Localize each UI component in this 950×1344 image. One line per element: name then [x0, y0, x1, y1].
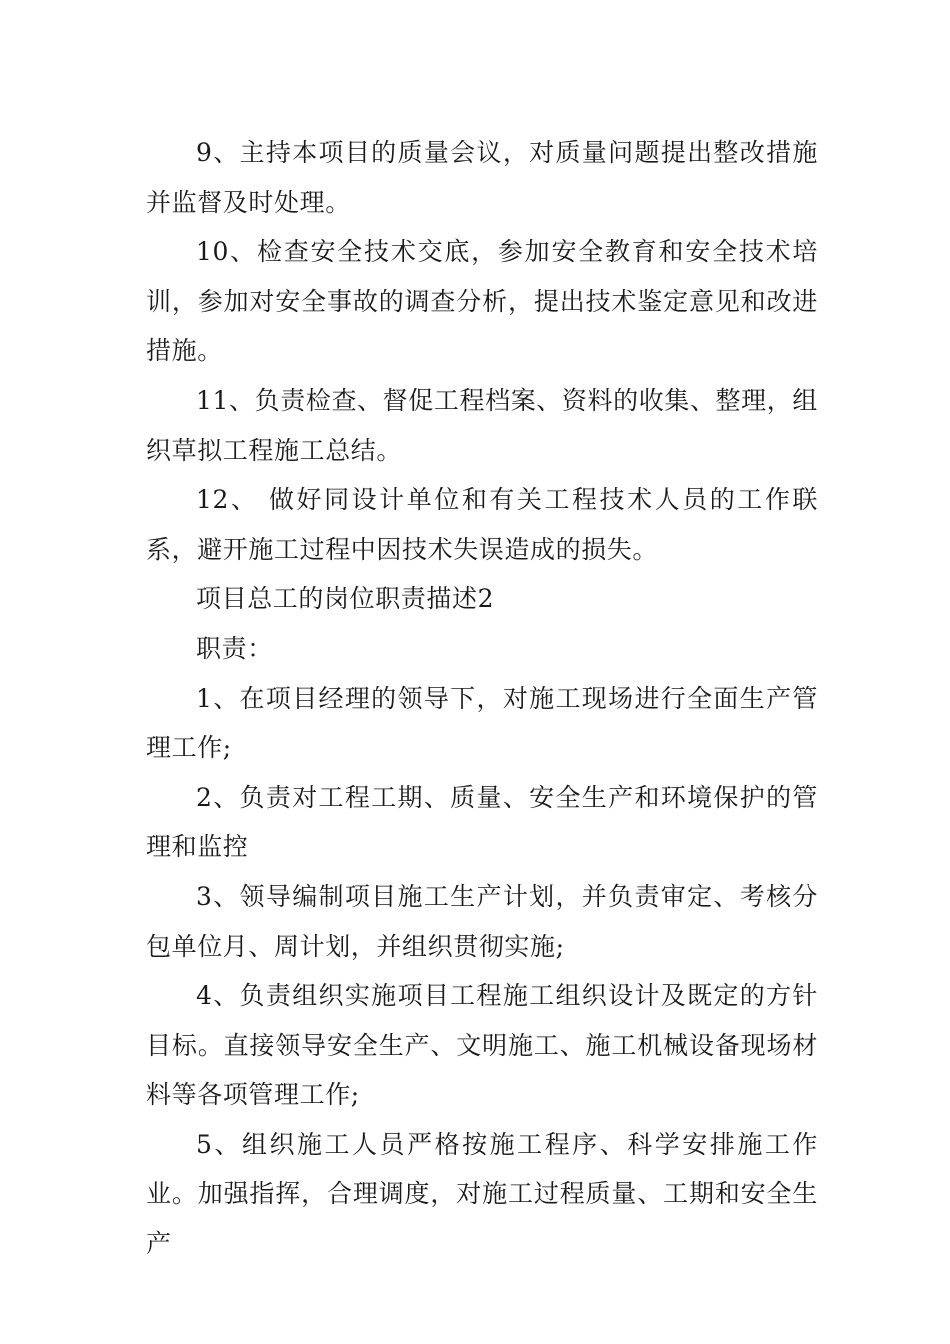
duties-label: 职责：	[196, 633, 273, 663]
duty-item-2: 2、负责对工程工期、质量、安全生产和环境保护的管理和监控	[146, 782, 818, 862]
section-heading: 项目总工的岗位职责描述2	[196, 584, 495, 614]
paragraph-item-11: 11、负责检查、督促工程档案、资料的收集、整理，组织草拟工程施工总结。	[146, 385, 818, 465]
duty-item-1: 1、在项目经理的领导下，对施工现场进行全面生产管理工作;	[146, 683, 818, 763]
paragraph-item-10: 10、检查安全技术交底，参加安全教育和安全技术培训，参加对安全事故的调查分析，提出技术鉴定意见和改进措施。	[146, 237, 818, 366]
duty-item-3: 3、领导编制项目施工生产计划，并负责审定、考核分包单位月、周计划，并组织贯彻实施;	[146, 881, 818, 961]
duty-item-4: 4、负责组织实施项目工程施工组织设计及既定的方针目标。直接领导安全生产、文明施工、施工机械设备现场材料等各项管理工作;	[146, 981, 818, 1110]
document-page	[146, 128, 818, 1269]
paragraph-item-9: 9、主持本项目的质量会议，对质量问题提出整改措施并监督及时处理。	[146, 138, 818, 217]
paragraph-item-12: 12、 做好同设计单位和有关工程技术人员的工作联系，避开施工过程中因技术失误造成的损失。	[146, 485, 818, 564]
duty-item-5: 5、组织施工人员严格按施工程序、科学安排施工作业。加强指挥，合理调度，对施工过程质量、工期和安全生产	[146, 1129, 818, 1259]
